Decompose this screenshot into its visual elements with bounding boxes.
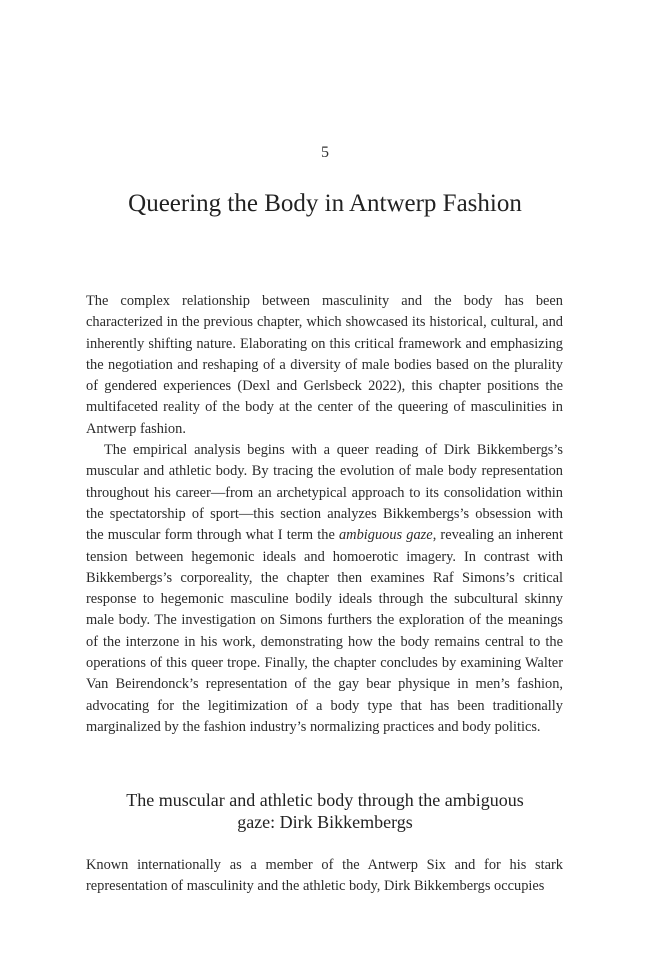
- chapter-intro: [86, 291, 563, 738]
- section-paragraph-1: Known internationally as a member of the Antwerp Six and for his stark representation of masculinity and the athletic body, Dirk Bikkembergs occupies: [86, 857, 563, 895]
- section-body: [86, 855, 563, 898]
- intro-paragraph-2-text-b: , revealing an inherent tension between hegemonic ideals and homoerotic imagery. In contrast with Bikkembergs’s corporeality, the chapter then examines Raf Simons’s critical response to hegemonic masculine bodily ideals through the subcultural skinny male body. The investigation on Simons furthers the exploration of the meanings of the interzone in his work, demonstrating how the body remains central to the operations of this queer trope. Finally, the chapter concludes by examining Walter Van Beirendonck’s representation of the gay bear physique in men’s fashion, advocating for the legitimization of a body type that has been traditionally marginalized by the fashion industry’s normalizing practices and body politics.: [86, 527, 563, 735]
- chapter-number: 5: [321, 144, 329, 161]
- section-heading: [100, 789, 550, 833]
- ambiguous-gaze-term: ambiguous gaze: [338, 527, 433, 544]
- section-heading-line-2: gaze: Dirk Bikkembergs: [237, 812, 413, 832]
- intro-paragraph-1: The complex relationship between masculinity and the body has been characterized in the previous chapter, which showcased its historical, cultural, and inherently shifting nature. Elaborating on this critical framework and emphasizing the negotiation and reshaping of a diversity of male bodies based on the plurality of gendered experiences (Dexl and Gerlsbeck 2022), this chapter positions the multifaceted reality of the body at the center of the queering of masculinities in Antwerp fashion.: [86, 293, 563, 437]
- intro-paragraph-2: [86, 440, 563, 738]
- chapter-title: Queering the Body in Antwerp Fashion: [128, 190, 522, 217]
- intro-paragraph-2-text-a: The empirical analysis begins with a queer reading of Dirk Bikkembergs’s muscular and athletic body. By tracing the evolution of male body representation throughout his career—from an archetypical approach to its consolidation within the spectatorship of sport—this section analyzes Bikkembergs’s obsession with the muscular form through what I term the: [86, 442, 563, 544]
- section-heading-line-1: The muscular and athletic body through the ambiguous: [126, 790, 524, 810]
